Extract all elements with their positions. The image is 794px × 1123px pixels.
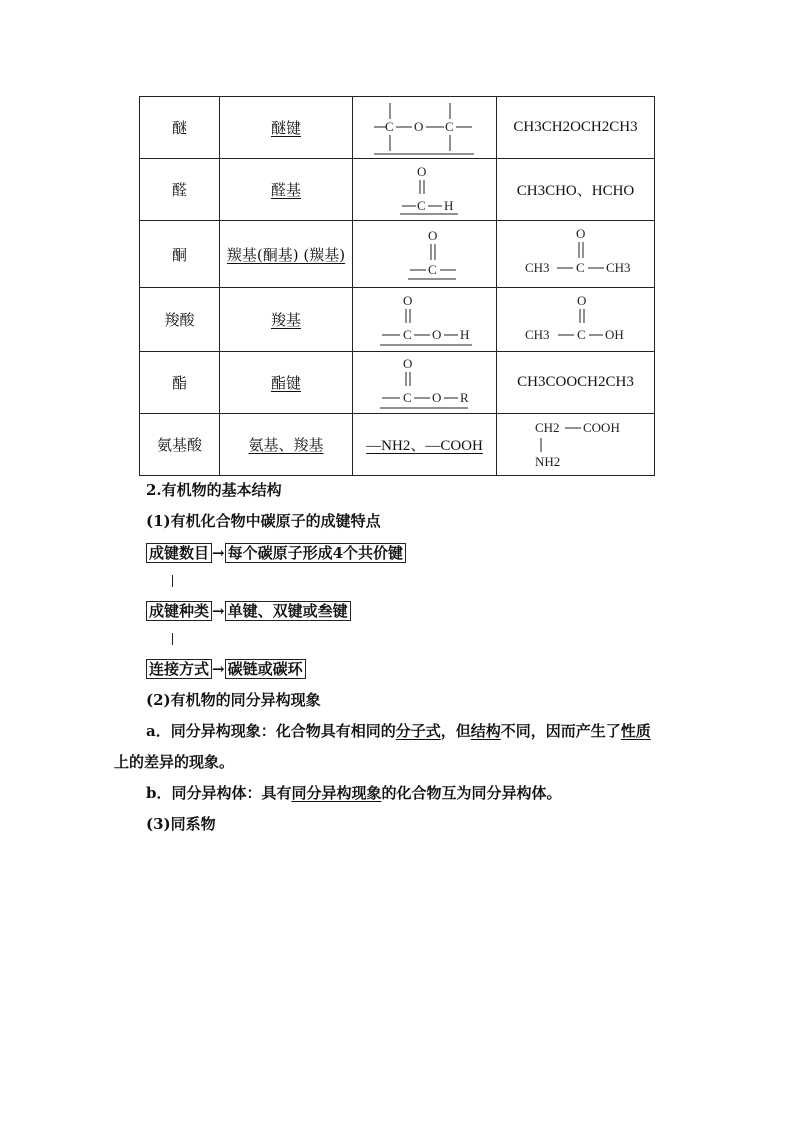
flow-row	[146, 542, 406, 563]
flow-label: 成键数目	[146, 543, 212, 563]
class-name: 酮	[140, 221, 220, 288]
example-formula: CH3CHO、HCHO	[497, 159, 655, 221]
functional-group-table	[139, 96, 655, 476]
struct-label: O	[402, 355, 412, 371]
carbonyl-group-structure	[360, 224, 490, 284]
term-molecular-formula: 分子式	[395, 722, 441, 740]
term-property: 性质	[620, 722, 651, 740]
group-name: 醚键	[270, 119, 301, 137]
struct-label: C	[427, 262, 437, 277]
term-structure: 结构	[470, 722, 501, 740]
table-row	[140, 352, 655, 414]
subheading-2: (2)有机物的同分异构现象	[146, 691, 321, 709]
struct-label: O	[431, 389, 441, 405]
flow-label: 连接方式	[146, 659, 212, 679]
example-label: O	[576, 292, 586, 308]
table-row	[140, 414, 655, 476]
example-label: NH2	[534, 453, 560, 469]
ether-bond-structure	[360, 99, 490, 157]
example-label: C	[576, 326, 586, 342]
glycine-structure	[501, 416, 651, 474]
flow-row	[146, 600, 351, 621]
aldehyde-group-structure	[360, 162, 490, 218]
para-b-suffix: 的化合物互为同分异构体。	[381, 784, 562, 802]
example-formula: CH3CH2OCH2CH3	[497, 97, 655, 159]
class-name: 羧酸	[140, 288, 220, 352]
struct-label: C	[402, 326, 412, 342]
flow-value: 单键、双键或叁键	[225, 601, 351, 621]
class-name: 醚	[140, 97, 220, 159]
arrow-icon: →	[212, 602, 225, 620]
arrow-icon: →	[212, 544, 225, 562]
example-label: O	[575, 226, 585, 241]
para-a-mid2: 不同，因而产生了	[500, 722, 621, 740]
para-a-prefix: a．同分异构现象：化合物具有相同的	[146, 722, 396, 740]
struct-label: O	[402, 292, 412, 308]
struct-label: H	[459, 326, 469, 342]
table-row	[140, 97, 655, 159]
table-row	[140, 221, 655, 288]
flow-label: 成键种类	[146, 601, 212, 621]
example-label: CH3	[524, 260, 550, 275]
struct-label: C	[402, 389, 412, 405]
para-b-prefix: b．同分异构体：具有	[146, 784, 292, 802]
subheading-1: (1)有机化合物中碳原子的成键特点	[146, 512, 381, 530]
struct-label: O	[413, 118, 423, 134]
flow-connector	[172, 575, 173, 587]
amino-carboxyl-structure: —NH2、—COOH	[366, 438, 483, 454]
class-name: 酯	[140, 352, 220, 414]
carboxyl-group-structure	[360, 291, 490, 349]
group-name: 羰基(酮基) (羰基)	[226, 245, 346, 264]
struct-label: O	[416, 163, 426, 179]
struct-label: C	[384, 118, 394, 134]
group-name: 酯键	[270, 374, 301, 392]
flow-value: 每个碳原子形成4个共价键	[225, 543, 406, 563]
paragraph-b	[146, 782, 562, 803]
para-a-mid1: ，但	[440, 722, 471, 740]
example-label: C	[575, 260, 585, 275]
class-name: 醛	[140, 159, 220, 221]
acetic-acid-structure	[501, 291, 651, 349]
example-label: COOH	[582, 419, 620, 435]
struct-label: O	[427, 228, 437, 243]
class-name: 氨基酸	[140, 414, 220, 476]
table-row	[140, 159, 655, 221]
struct-label: C	[416, 197, 426, 213]
struct-label: R	[459, 389, 469, 405]
example-label: CH3	[524, 326, 550, 342]
example-label: CH2	[534, 419, 560, 435]
example-formula: CH3COOCH2CH3	[497, 352, 655, 414]
flow-row	[146, 658, 306, 679]
struct-label: C	[444, 118, 454, 134]
struct-label: O	[431, 326, 441, 342]
term-isomerism: 同分异构现象	[291, 784, 382, 802]
group-name: 羧基	[270, 311, 301, 329]
paragraph-a	[146, 720, 651, 741]
subheading-3: (3)同系物	[146, 815, 216, 833]
paragraph-a-line2: 上的差异的现象。	[114, 753, 235, 771]
example-label: OH	[604, 326, 624, 342]
acetone-structure	[501, 224, 651, 284]
group-name: 醛基	[270, 181, 301, 199]
group-name: 氨基、羧基	[248, 436, 324, 454]
arrow-icon: →	[212, 660, 225, 678]
struct-label: H	[443, 197, 453, 213]
table-row	[140, 288, 655, 352]
flow-connector	[172, 633, 173, 645]
section-heading: 2.有机物的基本结构	[146, 481, 282, 499]
example-label: CH3	[605, 260, 631, 275]
ester-bond-structure	[360, 354, 490, 412]
flow-value: 碳链或碳环	[225, 659, 306, 679]
